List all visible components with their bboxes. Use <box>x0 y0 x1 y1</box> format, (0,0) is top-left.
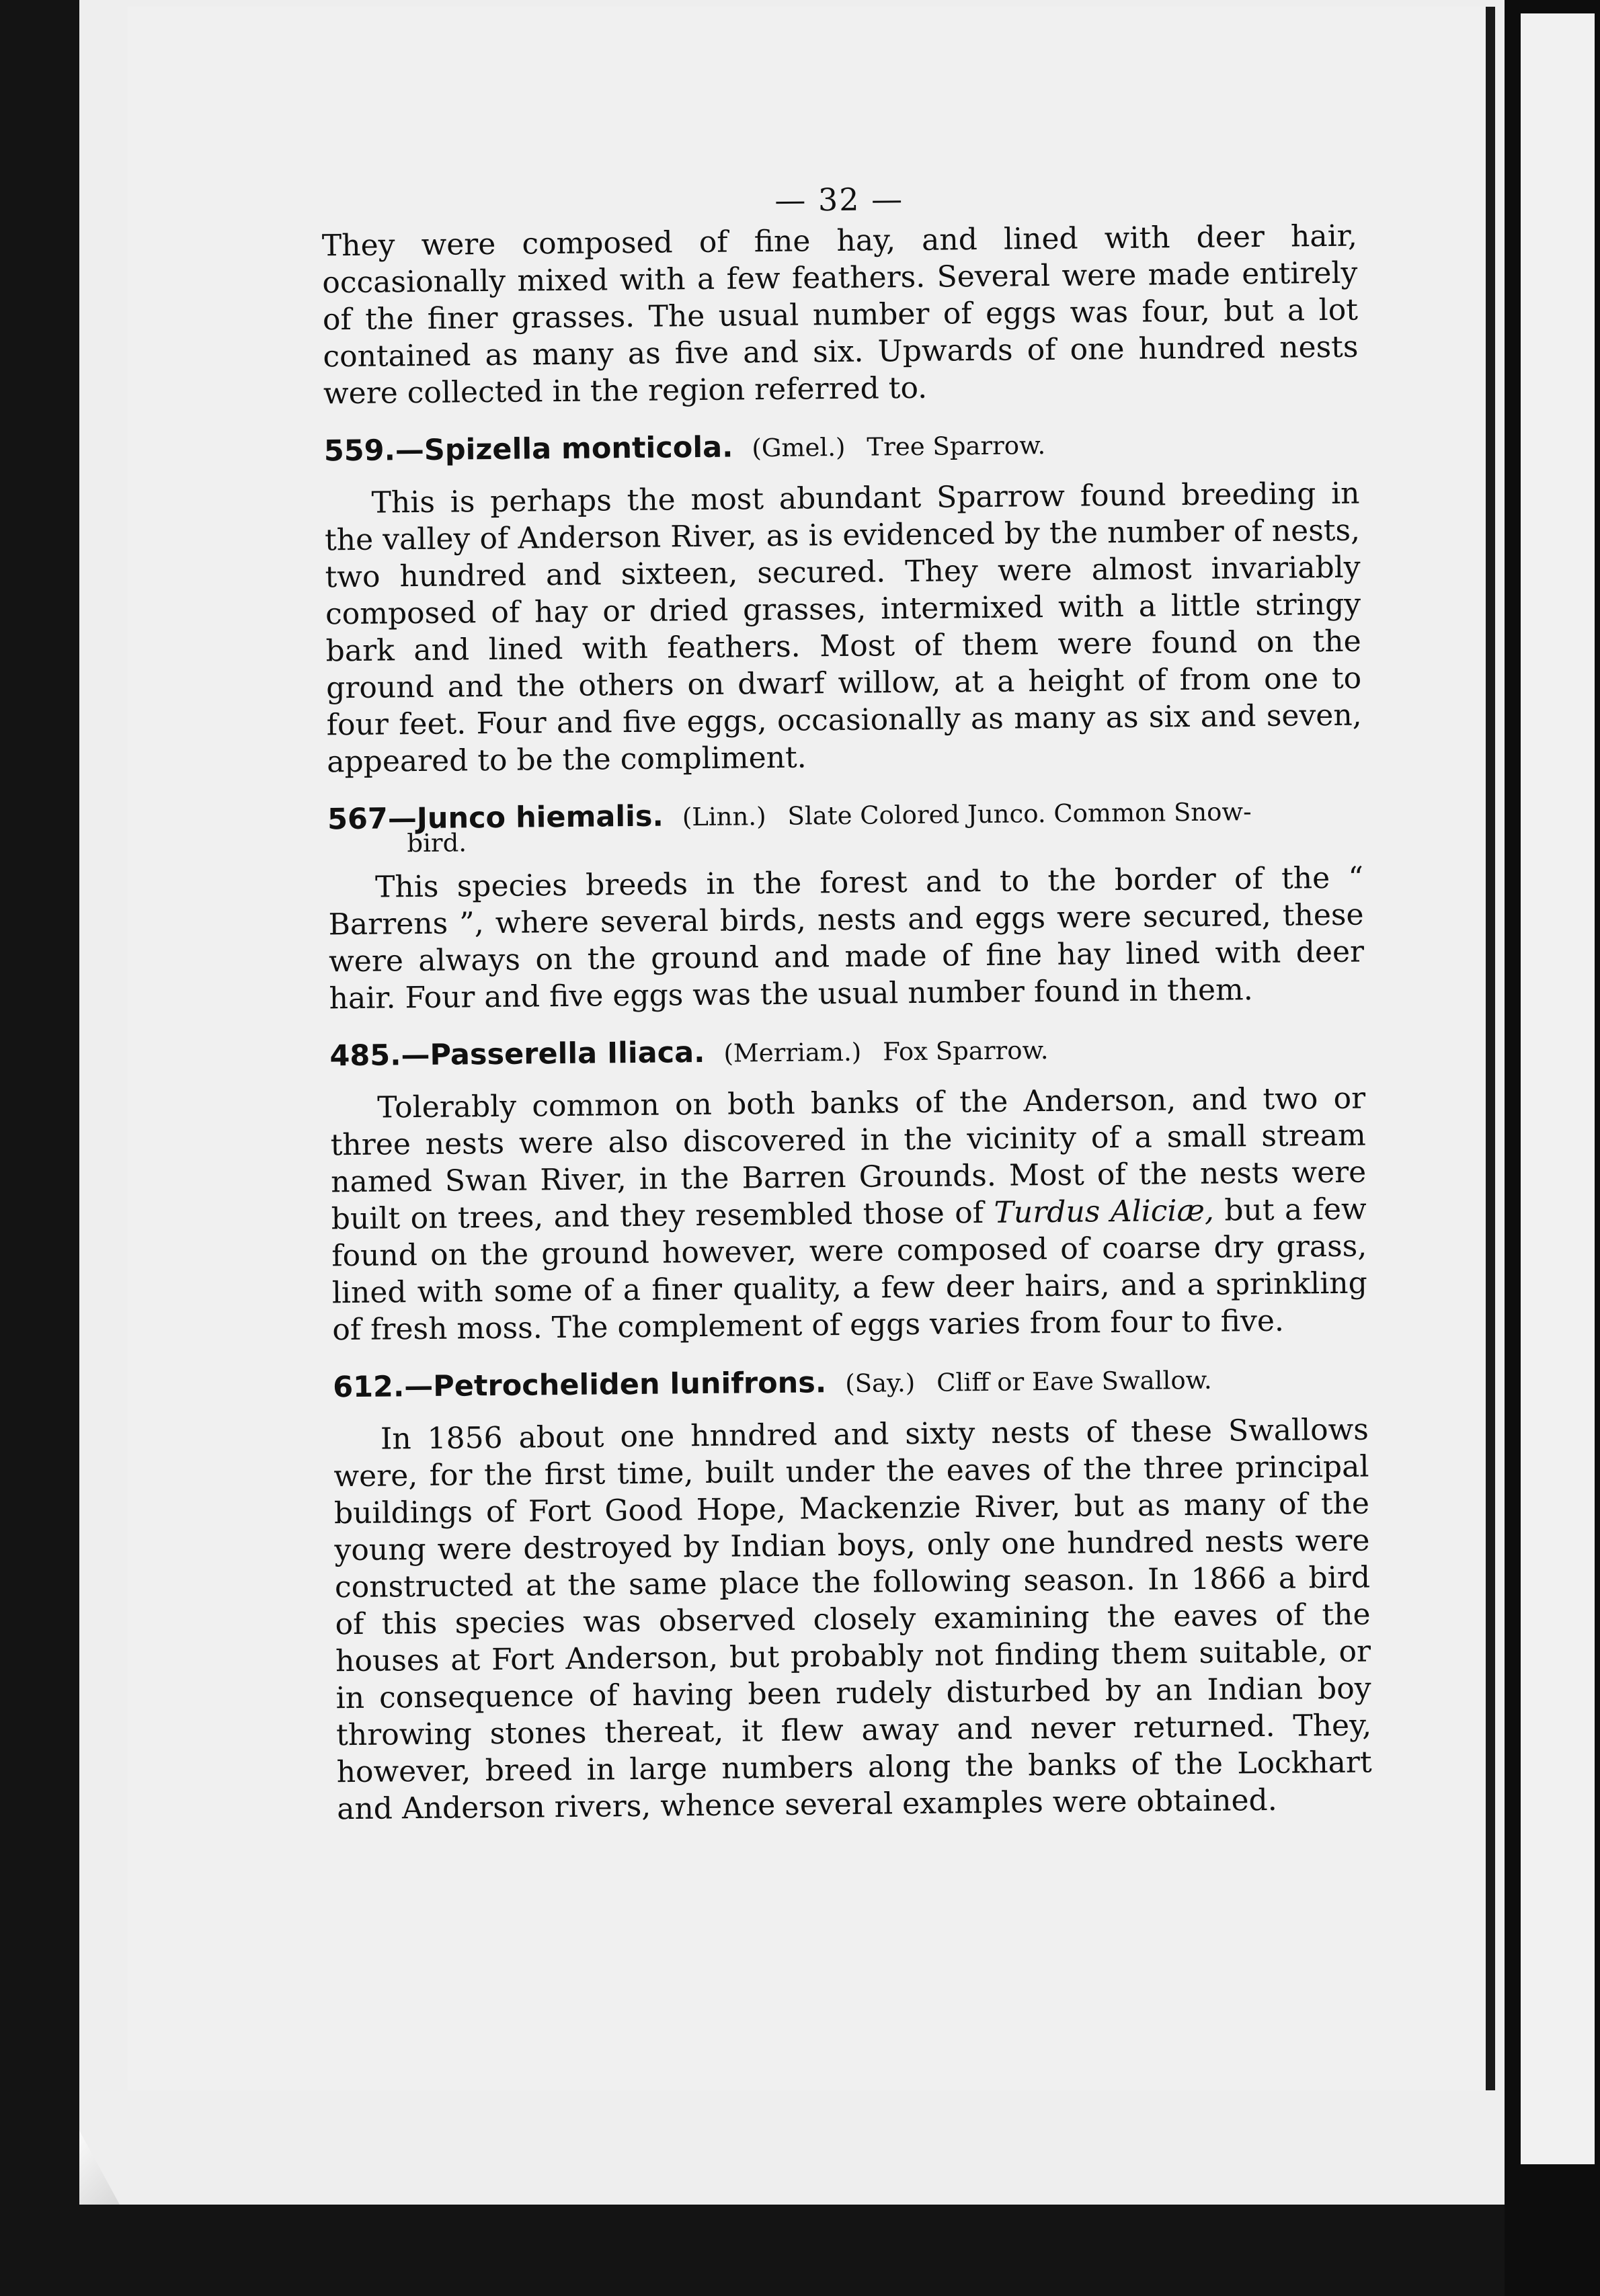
species-heading <box>327 792 1363 858</box>
species-heading <box>324 424 1359 470</box>
species-number: 612.— <box>332 1369 434 1405</box>
species-description <box>330 1080 1368 1349</box>
italic-species-name: Turdus Aliciæ, <box>994 1193 1215 1230</box>
common-name: Fox Sparrow. <box>882 1036 1049 1067</box>
page-number: — 32 — <box>774 181 904 218</box>
species-number: 559.— <box>323 433 425 468</box>
common-name: Slate Colored Junco. Common Snow- <box>787 797 1252 831</box>
authority: (Merriam.) <box>723 1037 862 1068</box>
adjacent-page-edge <box>1521 13 1595 2164</box>
species-heading <box>333 1360 1368 1407</box>
species-description: In 1856 about one hnndred and sixty nests of these Swallows were, for the first time, built under the eaves of the three principal buildings of Fort Good Hope, Mackenzie River, but as many of the young were destroyed by Indian boys, only one hundred nests were constructed at the same place the following season. In 1866 a bird of this species was observed closely examining the eaves of the houses at Fort Anderson, but probably not finding them suitable, or in consequence of having been rudely disturbed by an Indian boy throwing stones thereat, it flew away and never returned. They, however, breed in large numbers along the banks of the Lockhart and Anderson rivers, whence several examples were obtained. <box>333 1412 1372 1827</box>
species-number: 485.— <box>329 1038 430 1073</box>
continuation-paragraph: They were composed of fine hay, and lined with deer hair, occasionally mixed with a few feathers. Several were made entirely of the finer grasses. The usual number of eggs was four, but a lot contained as many as five and six. Upwards of one hundred nests were collected in the region referred to. <box>321 218 1359 411</box>
species-description: This species breeds in the forest and to the border of the “ Barrens ”, where several birds, nests and eggs were secured, these were always on the ground and made of fine hay lined with deer hair. Four and five eggs was the usual number found in them. <box>328 860 1365 1016</box>
common-name: Tree Sparrow. <box>867 431 1046 462</box>
description-text: Tolerably common on both banks of the Anderson, and two or three nests were also discovered in the vicinity of a small stream named Swan River, in the Barren Grounds. Most of the nests were built on trees, and they resembled those of <box>330 1081 1367 1237</box>
authority: (Linn.) <box>682 802 766 832</box>
scientific-name: Passerella Iliaca. <box>430 1035 705 1072</box>
species-heading <box>329 1029 1365 1075</box>
authority: (Say.) <box>845 1368 916 1398</box>
authority: (Gmel.) <box>752 432 846 463</box>
common-name-continuation: bird. <box>407 828 467 858</box>
common-name: Cliff or Eave Swallow. <box>936 1365 1212 1397</box>
scientific-name: Spizella monticola. <box>424 430 733 467</box>
description-text: but a few found on the ground however, were composed of coarse dry grass, lined with some of a finer quality, a few deer hairs, and a sprinkling of fresh moss. The complement of eggs varies from four to five. <box>331 1192 1368 1348</box>
species-number: 567— <box>327 802 417 837</box>
page-content <box>321 177 1372 1828</box>
scientific-name: Junco hiemalis. <box>416 799 664 836</box>
species-description: This is perhaps the most abundant Sparrow found breeding in the valley of Anderson River, as is evidenced by the number of nests, two hundred and sixteen, secured. They were almost invariably composed of hay or dried grasses, intermixed with a little stringy bark and lined with feathers. Most of them were found on the ground and the others on dwarf willow, at a height of from one to four feet. Four and five eggs, occasionally as many as six and seven, appeared to be the compliment. <box>324 476 1362 780</box>
scientific-name: Petrocheliden lunifrons. <box>433 1366 827 1403</box>
